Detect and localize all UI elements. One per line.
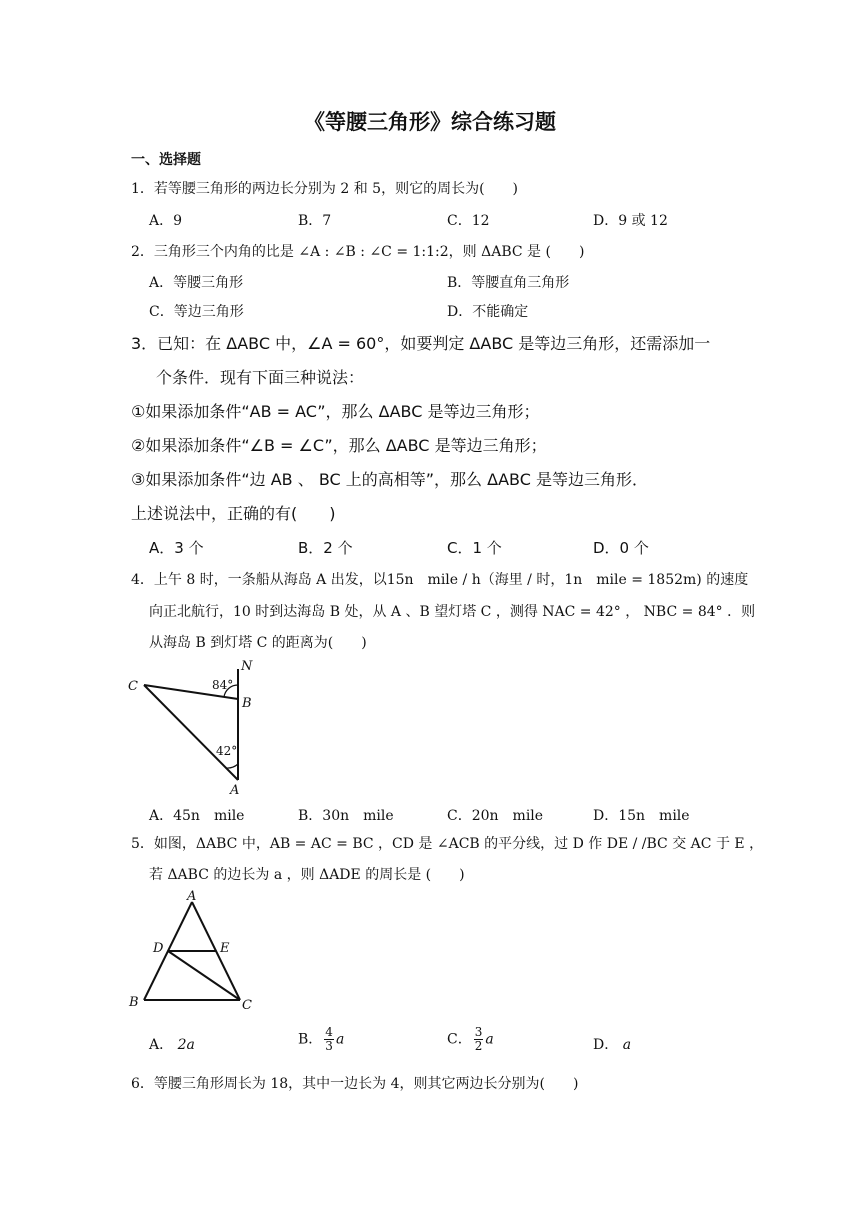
q5-option-a[interactable]	[149, 1034, 195, 1054]
q3-option-a[interactable]: A．3 个	[149, 539, 204, 557]
q4-figure	[120, 655, 270, 797]
q3-stem-line1: 3．已知：在 ΔABC 中，∠A = 60°，如要判定 ΔABC 是等边三角形，还需添加一	[131, 334, 711, 353]
q5-option-b-var: a	[335, 1031, 345, 1048]
q1-option-b[interactable]: B．7	[298, 213, 332, 229]
q5-segment-cd	[168, 951, 240, 1000]
section-heading: 一、选择题	[131, 152, 201, 168]
q2-option-d[interactable]: D．不能确定	[447, 304, 529, 320]
q5-option-b[interactable]	[298, 1026, 344, 1053]
q1-option-c[interactable]: C．12	[447, 213, 490, 229]
q6-stem: 6．等腰三角形周长为 18，其中一边长为 4，则其它两边长分别为( )	[131, 1076, 579, 1092]
q4-option-b[interactable]: B．30n mile	[298, 808, 394, 824]
q5-stem-line1: 5．如图，ΔABC 中，AB = AC = BC ，CD 是 ∠ACB 的平分线，过 D 作 DE / /BC 交 AC 于 E ，	[131, 836, 764, 852]
q4-angle-a-label: 42°	[216, 744, 238, 758]
q3-option-b[interactable]: B．2 个	[298, 539, 353, 557]
q4-segment-ca	[144, 685, 238, 780]
q5-option-c-fraction	[474, 1026, 484, 1053]
q2-option-b[interactable]: B．等腰直角三角形	[447, 275, 570, 291]
q5-label-c: C	[242, 998, 252, 1013]
q2-option-a[interactable]: A．等腰三角形	[149, 275, 244, 291]
q4-stem-line3: 从海岛 B 到灯塔 C 的距离为( )	[149, 635, 367, 651]
q3-stem-line2: 个条件．现有下面三种说法：	[156, 368, 365, 387]
q5-stem-line2: 若 ΔABC 的边长为 a ，则 ΔADE 的周长是 ( )	[149, 867, 465, 883]
q4-stem-line2: 向正北航行，10 时到达海岛 B 处，从 A 、B 望灯塔 C ，测得 NAC = 42° ， NBC = 84° ．则	[149, 604, 756, 620]
q4-stem-line1: 4．上午 8 时，一条船从海岛 A 出发，以15n mile / h（海里 / 时，1n mile = 1852m) 的速度	[131, 572, 749, 588]
q5-label-a: A	[187, 889, 197, 904]
q5-option-b-prefix: B．	[298, 1031, 323, 1048]
q3-statement-1: ①如果添加条件“AB = AC”，那么 ΔABC 是等边三角形；	[131, 402, 540, 421]
q4-option-a[interactable]: A．45n mile	[149, 808, 245, 824]
q5-option-c-var: a	[485, 1031, 494, 1048]
q5-option-a-prefix: A．	[149, 1037, 174, 1053]
q5-option-d-prefix: D．	[593, 1037, 619, 1053]
q3-ask: 上述说法中，正确的有( )	[131, 504, 336, 523]
q4-label-a: A	[230, 783, 240, 797]
q5-option-d[interactable]	[593, 1034, 631, 1054]
q3-option-c[interactable]: C．1 个	[447, 539, 502, 557]
q4-label-c: C	[128, 679, 138, 694]
q1-option-a[interactable]: A．9	[149, 213, 183, 229]
q4-angle-a-arc	[226, 764, 238, 768]
q1-option-d[interactable]: D．9 或 12	[593, 213, 668, 229]
q5-figure	[120, 888, 270, 1016]
q5-option-b-denominator: 3	[325, 1039, 333, 1053]
page-title: 《等腰三角形》综合练习题	[304, 110, 556, 134]
q5-option-c[interactable]	[447, 1026, 494, 1053]
q5-option-d-expr: a	[622, 1037, 632, 1053]
q5-option-c-numerator: 3	[474, 1025, 483, 1039]
q3-option-d[interactable]: D．0 个	[593, 539, 649, 557]
q1-stem: 1．若等腰三角形的两边长分别为 2 和 5，则它的周长为( )	[131, 181, 518, 197]
q3-statement-3: ③如果添加条件“边 AB 、 BC 上的高相等”，那么 ΔABC 是等边三角形．	[131, 470, 648, 489]
q5-option-b-numerator: 4	[325, 1025, 333, 1039]
q3-statement-2: ②如果添加条件“∠B = ∠C”，那么 ΔABC 是等边三角形；	[131, 436, 547, 455]
q2-stem: 2．三角形三个内角的比是 ∠A : ∠B : ∠C = 1:1:2，则 ΔABC 是 ( )	[131, 244, 585, 260]
q4-option-d[interactable]: D．15n mile	[593, 808, 690, 824]
q4-angle-b-label: 84°	[212, 678, 234, 692]
q4-option-c[interactable]: C．20n mile	[447, 808, 544, 824]
q5-label-e: E	[220, 941, 230, 956]
q5-option-c-denominator: 2	[474, 1039, 483, 1053]
q4-label-n: N	[241, 659, 253, 674]
q5-label-d: D	[153, 941, 164, 956]
q5-option-c-prefix: C．	[447, 1031, 472, 1048]
q4-label-b: B	[242, 696, 252, 711]
q5-label-b: B	[129, 995, 139, 1010]
q5-option-b-fraction	[324, 1026, 334, 1053]
q2-option-c[interactable]: C．等边三角形	[149, 304, 244, 320]
q5-option-a-expr: 2a	[177, 1037, 195, 1053]
